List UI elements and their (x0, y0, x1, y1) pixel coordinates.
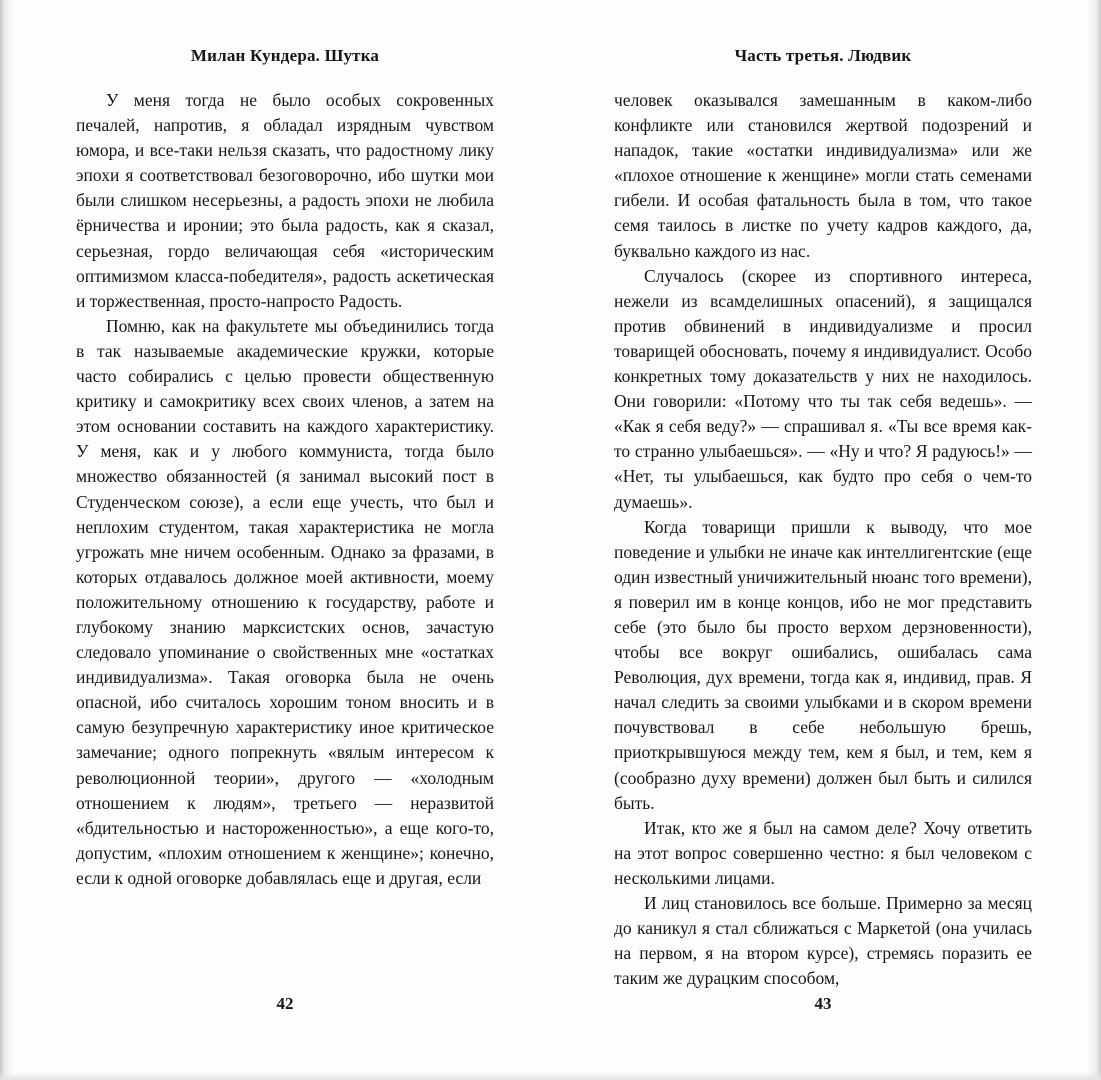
paragraph: У меня тогда не было особых сокровенных печалей, напротив, я обладал изрядным чувством юмора, и все-таки нельзя сказать, что радостному лику эпохи я соответствовал безоговорочно, ибо шутки мои были слишком несерьезны, а радость эпохи не любила ёрничества и иронии; это была радость, как я сказал, серьезная, гордо величающая себя «историческим оптимизмом класса-победителя», радость аскетическая и торжественная, просто-напросто Радость. (76, 90, 494, 311)
page-right (614, 46, 1032, 1028)
page-number-left: 42 (276, 994, 294, 1013)
paragraph: Случалось (скорее из спортивного интереса, нежели из всамделишных опасений), я защищался против обвинений в индивидуализме и просил товарищей обосновать, почему я индивидуалист. Особо конкретных тому доказательств у них не находилось. Они говорили: «Потому что ты так себя ведешь». — «Как я себя веду?» — спрашивал я. «Ты все время как-то странно улыбаешься». — «Ну и что? Я радуюсь!» — «Нет, ты улыбаешься, как будто про себя о чем-то думаешь». (614, 265, 1032, 512)
page-left (76, 46, 494, 1028)
page-edge-bottom (0, 1072, 1101, 1080)
page-number-right: 43 (814, 994, 832, 1013)
paragraph: Когда товарищи пришли к выводу, что мое поведение и улыбки не иначе как интеллигентские (еще один известный уничижительный нюанс того времени), я поверил им в конце концов, ибо не мог представить себе (это было бы просто верхом дерзновенности), чтобы все вокруг ошибались, ошибалась сама Революция, дух времени, тогда как я, индивид, прав. Я начал следить за своими улыбками и в скором времени почувствовал в себе небольшую брешь, приоткрывшуюся между тем, кем я был, и тем, кем я (сообразно духу времени) должен был быть и силился быть. (614, 516, 1032, 813)
page-edge-right (1087, 0, 1101, 1080)
page-edge-left (0, 0, 14, 1080)
paragraph: Помню, как на факультете мы объединились тогда в так называемые академические кружки, которые часто собирались с целью провести общественную критику и самокритику всех своих членов, а затем на этом основании составить на каждого характеристику. У меня, как и у любого коммуниста, тогда было множество обязанностей (я занимал высокий пост в Студенческом союзе), а если еще учесть, что был и неплохим студентом, такая характеристика не могла угрожать мне ничем особенным. Однако за фразами, в которых отдавалось должное моей активности, моему положительному отношению к государству, работе и глубокому знанию марксистских основ, зачастую следовало упоминание о свойственных мне «остатках индивидуализма». Такая оговорка была не очень опасной, ибо считалось хорошим тоном вносить и в самую безупречную характеристику иное критическое замечание; одного попрекнуть «вялым интересом к революционной теории», другого — «холодным отношением к людям», третьего — неразвитой «бдительностью и настороженностью», а еще кого-то, допустим, «плохим отношением к женщине»; конечно, если к одной оговорке добавлялась еще и другая, если (76, 315, 494, 888)
paragraph: Итак, кто же я был на самом деле? Хочу ответить на этот вопрос совершенно честно: я был человеком с несколькими лицами. (614, 817, 1032, 888)
paragraph: человек оказывался замешанным в каком-либо конфликте или становился жертвой подозрений и нападок, такие «остатки индивидуализма» или же «плохое отношение к женщине» могли стать семенами гибели. И особая фатальность была в том, что такое семя таилось в листке по учету кадров каждого, да, буквально каждого из нас. (614, 90, 1032, 261)
page-body-left (76, 88, 494, 891)
running-header-left: Милан Кундера. Шутка (190, 46, 380, 65)
paragraph: И лиц становилось все больше. Примерно за месяц до каникул я стал сближаться с Маркетой (она училась на первом, я на втором курсе), стремясь поразить ее таким же дурацким способом, (614, 893, 1032, 989)
running-header-right: Часть третья. Людвик (734, 46, 912, 65)
page-body-right (614, 88, 1032, 991)
